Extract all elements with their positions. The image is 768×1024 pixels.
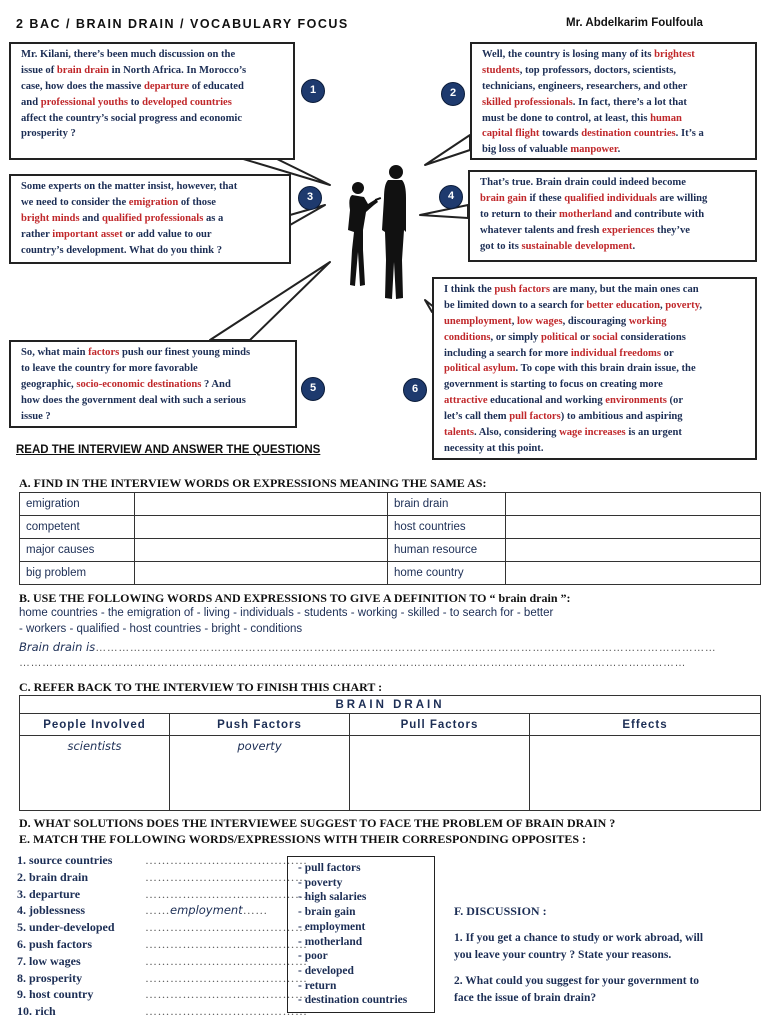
column-header: Effects (530, 714, 761, 736)
bubble-text-line (21, 393, 285, 409)
opposite-option: - brain gain (298, 906, 356, 919)
highlighted-term: low wages (516, 315, 563, 327)
highlighted-term: brain gain (480, 192, 527, 204)
highlighted-term: students (482, 64, 520, 76)
text-segment: if these (526, 192, 565, 204)
highlighted-term: individual freedoms (570, 347, 662, 359)
text-segment: whatever talents and fresh (480, 224, 603, 236)
text-segment: push our finest young minds (119, 347, 251, 358)
answer-cell[interactable] (506, 539, 761, 562)
match-term: 3. departure (17, 886, 81, 901)
highlighted-term: emigration (128, 196, 179, 208)
text-segment: or add value to our (122, 228, 212, 240)
text-segment: Some experts on the matter insist, however, that (21, 181, 238, 192)
text-segment: I think the (444, 284, 495, 295)
text-segment: to return to their (480, 208, 560, 220)
bubble-text-line (480, 175, 745, 191)
list-item (17, 852, 308, 869)
bubble-text-line (21, 243, 279, 259)
table-row (20, 516, 761, 539)
interview-bubble-2 (470, 42, 757, 160)
bubble-text-line (21, 377, 285, 393)
bubble-number-5: 5 (301, 377, 325, 401)
match-answer-blank[interactable]: ………………………………… (145, 886, 308, 901)
text-segment: . Also, considering (474, 427, 560, 439)
bubble-text-line (480, 239, 745, 255)
term-cell: home country (388, 562, 506, 585)
brain-drain-chart-table (19, 695, 761, 811)
highlighted-term: departure (144, 80, 190, 92)
discussion-question-2a: 2. What could you suggest for your government to (454, 975, 700, 987)
highlighted-term: qualified individuals (564, 192, 657, 204)
chart-title: BRAIN DRAIN (20, 696, 761, 714)
list-item (17, 902, 308, 919)
highlighted-term: social (592, 331, 618, 343)
term-cell: emigration (20, 493, 135, 516)
text-segment: and contribute with (612, 208, 705, 220)
bubble-text-line (21, 79, 283, 95)
text-segment: to (127, 96, 143, 108)
match-answer-blank[interactable]: ………………………………… (145, 970, 308, 985)
text-segment: . In fact, there’s a lot that (572, 96, 687, 108)
text-segment: , (511, 315, 517, 327)
text-segment: Mr. Kilani, there’s been much discussion on the (21, 49, 236, 60)
term-cell: big problem (20, 562, 135, 585)
match-term: 7. low wages (17, 953, 81, 968)
bubble-text-line (21, 227, 279, 243)
text-segment: and (21, 96, 41, 108)
table-row (20, 493, 761, 516)
answer-cell[interactable] (506, 516, 761, 539)
match-term: 4. joblessness (17, 903, 86, 918)
bubble-text-line (21, 179, 279, 195)
header-author: Mr. Abdelkarim Foulfoula (566, 17, 703, 29)
section-f-title: F. DISCUSSION : (454, 904, 547, 918)
bubble-text-line (480, 191, 745, 207)
bubble-text-line (444, 314, 745, 330)
bubble-text-line (444, 330, 745, 346)
highlighted-term: bright minds (21, 212, 80, 224)
opposite-option: - poverty (298, 876, 343, 889)
term-cell: host countries (388, 516, 506, 539)
text-segment: , (699, 299, 703, 311)
column-header: Pull Factors (350, 714, 530, 736)
opposite-option: - developed (298, 964, 354, 977)
bubble-text-line (21, 47, 283, 63)
highlighted-term: working (628, 315, 667, 327)
matching-word-list (17, 852, 308, 1020)
answer-cell[interactable] (506, 562, 761, 585)
text-segment: as a (203, 212, 224, 224)
highlighted-term: brightest (654, 49, 695, 60)
text-segment: considerations (617, 331, 686, 343)
column-header: People Involved (20, 714, 170, 736)
bubble-text-line (21, 409, 285, 425)
text-segment: So, what main (21, 347, 89, 358)
highlighted-term: factors (88, 347, 120, 358)
bubble-text-line (444, 361, 745, 377)
opposite-option: - motherland (298, 935, 363, 948)
highlighted-term: better education (586, 299, 660, 311)
section-e-title: E. MATCH THE FOLLOWING WORDS/EXPRESSIONS WITH THEIR CORRESPONDING OPPOSITES : (19, 832, 587, 846)
text-segment: geographic, (21, 378, 77, 390)
highlighted-term: professional youths (40, 96, 128, 108)
text-segment: prosperity ? (21, 128, 76, 140)
definition-answer-line-1[interactable]: Brain drain is……………………………………………………………………………………………………………………………………………… (19, 640, 717, 654)
text-segment: . (632, 240, 636, 252)
discussion-question-1b: you leave your country ? State your reasons. (454, 949, 672, 961)
match-term: 5. under-developed (17, 920, 115, 935)
text-segment: and (79, 212, 102, 224)
term-cell: human resource (388, 539, 506, 562)
highlighted-term: destination countries (581, 128, 676, 140)
discussion-question-2b: face the issue of brain drain? (454, 992, 597, 1004)
text-segment: ) to ambitious and aspiring (560, 411, 683, 423)
opposite-option: - return (298, 979, 337, 992)
column-header: Push Factors (170, 714, 350, 736)
highlighted-term: human (650, 112, 682, 124)
bubble-text-line (444, 377, 745, 393)
highlighted-term: conditions (444, 331, 491, 343)
text-segment: issue of (21, 64, 57, 76)
interview-bubble-4 (468, 170, 757, 262)
bubble-number-4: 4 (439, 185, 463, 209)
highlighted-term: attractive (444, 395, 488, 407)
match-term: 9. host country (17, 987, 94, 1002)
text-segment: necessity at this point. (444, 442, 544, 454)
handwritten-answer: scientists (67, 739, 122, 753)
bubble-text-line (482, 111, 745, 127)
reading-instruction: READ THE INTERVIEW AND ANSWER THE QUESTIONS (16, 444, 321, 456)
list-item (17, 970, 308, 987)
match-answer-blank[interactable]: ……employment…… (145, 903, 268, 918)
text-segment: let’s call them (444, 411, 510, 423)
text-segment: affect the country’s social progress and economic (21, 112, 243, 124)
answer-cell[interactable] (135, 493, 388, 516)
answer-cell[interactable] (506, 493, 761, 516)
highlighted-term: talents (444, 427, 475, 439)
match-term: 1. source countries (17, 853, 113, 867)
chart-cell-effects[interactable] (530, 736, 761, 811)
text-segment: to leave the country for more favorable (21, 362, 198, 374)
text-segment: (or (666, 395, 684, 407)
answer-cell[interactable] (135, 516, 388, 539)
list-item (17, 953, 308, 970)
list-item (17, 919, 308, 936)
text-segment: or (577, 331, 593, 343)
bubble-text-line (21, 95, 283, 111)
section-a-title: A. FIND IN THE INTERVIEW WORDS OR EXPRESSIONS MEANING THE SAME AS: (19, 476, 487, 490)
bubble-number-6: 6 (403, 378, 427, 402)
definition-answer-start: Brain drain is (19, 640, 96, 654)
text-segment: . It’s a (675, 128, 704, 140)
highlighted-term: socio-economic destinations (76, 378, 202, 390)
highlighted-term: environments (605, 395, 667, 407)
text-segment: , top professors, doctors, scientists, (519, 64, 677, 76)
match-answer-blank[interactable]: ………………………………… (145, 953, 308, 968)
section-b-title: B. USE THE FOLLOWING WORDS AND EXPRESSIONS TO GIVE A DEFINITION TO “ brain drain ”: (19, 591, 571, 605)
list-item (17, 1003, 308, 1020)
text-segment: is an urgent (625, 427, 682, 439)
text-segment: of those (178, 196, 216, 208)
list-item (17, 986, 308, 1003)
bubble-text-line (21, 211, 279, 227)
section-c-title: C. REFER BACK TO THE INTERVIEW TO FINISH THIS CHART : (19, 680, 383, 694)
bubble-text-line (480, 223, 745, 239)
handwritten-answer: employment (170, 903, 243, 918)
chart-cell-push[interactable] (170, 736, 350, 811)
text-segment: , or simply (490, 331, 541, 343)
term-cell: brain drain (388, 493, 506, 516)
highlighted-term: qualified professionals (101, 212, 204, 224)
bubble-number-2: 2 (441, 82, 465, 106)
opposite-option: - employment (298, 920, 366, 933)
highlighted-term: developed countries (142, 96, 232, 108)
text-segment: how does the government deal with such a serious (21, 394, 246, 406)
list-item (17, 886, 308, 903)
text-segment: Well, the country is losing many of its (482, 49, 655, 60)
text-segment: must be done to control, at least, this (482, 112, 651, 124)
bubble-text-line (21, 111, 283, 127)
highlighted-term: unemployment (444, 315, 512, 327)
answer-cell[interactable] (135, 562, 388, 585)
text-segment: towards (539, 128, 582, 140)
interview-bubble-3 (9, 174, 291, 264)
list-item (17, 869, 308, 886)
match-term: 6. push factors (17, 936, 93, 951)
text-segment: country’s development. What do you think ? (21, 244, 223, 256)
handwritten-answer: poverty (237, 739, 282, 753)
synonyms-table (19, 492, 761, 585)
text-segment: rather (21, 228, 53, 240)
highlighted-term: wage increases (559, 427, 626, 439)
bubble-text-line (482, 126, 745, 142)
text-segment: are willing (656, 192, 708, 204)
definition-answer-line-2[interactable]: ………………………………………………………………………………………………………………………………………………………… (19, 657, 686, 669)
text-segment: big loss of valuable (482, 144, 571, 156)
word-bank-line: - workers - qualified - host countries - bright - conditions (19, 622, 303, 635)
highlighted-term: push factors (494, 284, 550, 295)
text-segment: ? And (201, 378, 231, 390)
answer-cell[interactable] (135, 539, 388, 562)
match-term: 10. rich (17, 1004, 56, 1019)
highlighted-term: brain drain (56, 64, 110, 76)
bubble-text-line (444, 409, 745, 425)
highlighted-term: political (540, 331, 578, 343)
highlighted-term: motherland (559, 208, 613, 220)
interview-bubble-5 (9, 340, 297, 428)
highlighted-term: experiences (602, 224, 655, 236)
text-segment: . (617, 144, 621, 156)
table-row (20, 562, 761, 585)
interview-bubble-1 (9, 42, 295, 160)
text-segment: they’ve (654, 224, 690, 236)
opposites-option-box (287, 856, 435, 1013)
bubble-text-line (444, 298, 745, 314)
highlighted-term: poverty (665, 299, 700, 311)
bubble-text-line (482, 79, 745, 95)
bubble-text-line (444, 393, 745, 409)
text-segment: or (661, 347, 674, 359)
highlighted-term: manpower (570, 144, 618, 156)
chart-cell-people[interactable] (20, 736, 170, 811)
opposite-option: - destination countries (298, 994, 408, 1007)
section-d-title: D. WHAT SOLUTIONS DOES THE INTERVIEWEE SUGGEST TO FACE THE PROBLEM OF BRAIN DRAIN ? (19, 816, 616, 830)
text-segment: in North Africa. In Morocco’s (109, 64, 247, 76)
highlighted-term: political asylum (444, 363, 516, 375)
match-answer-blank[interactable]: ………………………………… (145, 936, 308, 951)
text-segment: case, how does the massive (21, 80, 144, 92)
opposite-option: - high salaries (298, 891, 367, 904)
interview-bubble-6 (432, 277, 757, 460)
interview-silhouette-illustration (330, 150, 420, 310)
list-item (17, 936, 308, 953)
bubble-text-line (444, 282, 745, 298)
text-segment: That’s true. Brain drain could indeed become (480, 177, 686, 188)
word-bank-line: home countries - the emigration of - living - individuals - students - working - skilled - to search for - better (19, 607, 554, 619)
highlighted-term: pull factors (509, 411, 561, 423)
definition-word-bank (19, 606, 553, 637)
text-segment: of educated (189, 80, 244, 92)
highlighted-term: sustainable development (521, 240, 633, 252)
bubble-text-line (21, 345, 285, 361)
text-segment: be limited down to a search for (444, 299, 587, 311)
chart-cell-pull[interactable] (350, 736, 530, 811)
text-segment: , (659, 299, 666, 311)
bubble-text-line (482, 142, 745, 158)
bubble-text-line (444, 441, 745, 457)
header-title: 2 BAC / BRAIN DRAIN / VOCABULARY FOCUS (16, 17, 349, 31)
bubble-number-1: 1 (301, 79, 325, 103)
text-segment: . To cope with this brain drain issue, the (515, 363, 696, 375)
text-segment: , discouraging (562, 315, 629, 327)
text-segment: including a search for more (444, 347, 571, 359)
text-segment: issue ? (21, 410, 51, 422)
highlighted-term: skilled professionals (482, 96, 573, 108)
highlighted-term: important asset (52, 228, 123, 240)
bubble-number-3: 3 (298, 186, 322, 210)
term-cell: major causes (20, 539, 135, 562)
discussion-question-1a: 1. If you get a chance to study or work abroad, will (454, 932, 704, 944)
bubble-text-line (482, 47, 745, 63)
text-segment: technicians, engineers, researchers, and other (482, 80, 688, 92)
match-answer-blank[interactable]: ………………………………… (145, 869, 308, 884)
text-segment: educational and working (487, 395, 606, 407)
bubble-text-line (480, 207, 745, 223)
bubble-text-line (21, 63, 283, 79)
opposite-option: - pull factors (298, 862, 361, 874)
bubble-text-line (21, 195, 279, 211)
match-term: 2. brain drain (17, 869, 89, 884)
match-answer-blank[interactable]: ………………………………… (145, 1004, 308, 1019)
text-segment: we need to consider the (21, 196, 129, 208)
bubble-text-line (21, 361, 285, 377)
bubble-text-line (482, 63, 745, 79)
bubble-text-line (444, 346, 745, 362)
text-segment: government is starting to focus on creating more (444, 379, 663, 391)
match-term: 8. prosperity (17, 970, 83, 985)
opposite-option: - poor (298, 950, 328, 963)
text-segment: got to its (480, 240, 522, 252)
match-answer-blank[interactable]: ………………………………… (145, 987, 308, 1002)
bubble-text-line (21, 126, 283, 142)
match-answer-blank[interactable]: ………………………………… (145, 853, 308, 867)
term-cell: competent (20, 516, 135, 539)
highlighted-term: capital flight (482, 128, 540, 140)
table-row (20, 539, 761, 562)
text-segment: are many, but the main ones can (549, 284, 699, 295)
match-answer-blank[interactable]: ………………………………… (145, 920, 308, 935)
bubble-text-line (444, 425, 745, 441)
bubble-text-line (482, 95, 745, 111)
